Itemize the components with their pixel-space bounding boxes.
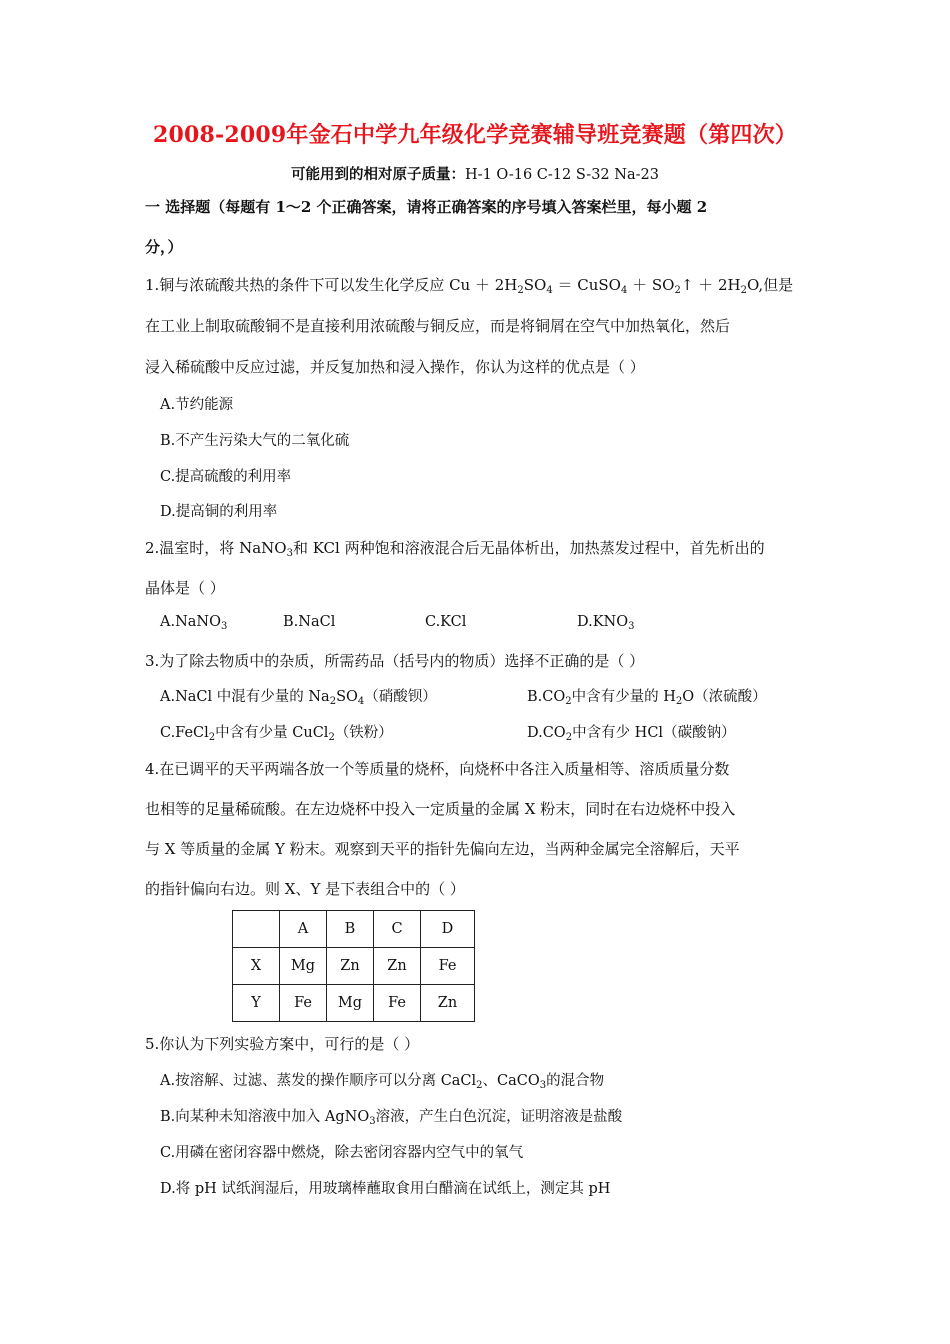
q4-stem-line1: 4.在已调平的天平两端各放一个等质量的烧杯，向烧杯中各注入质量相等、溶质质量分数 — [145, 760, 730, 778]
table-header-row — [233, 911, 475, 948]
q4-stem-line3: 与 X 等质量的金属 Y 粉末。观察到天平的指针先偏向左边，当两种金属完全溶解后，天平 — [145, 840, 740, 858]
q1-stem-line1: 1.铜与浓硫酸共热的条件下可以发生化学反应 $Cu + 2H_2SO_4$ ＝ CuSO$_4$ ＋ $SO_2↑ + 2H_2O$,但是 — [145, 276, 794, 296]
section1-heading-line1: 一 选择题（每题有 1～2 个正确答案，请将正确答案的序号填入答案栏里，每小题 2 — [145, 198, 708, 216]
table-cell: Zn — [374, 948, 421, 985]
atomic-mass-values: H-1 O-16 C-12 S-32 Na-23 — [465, 167, 659, 183]
q3-option-a: A.NaCl 中混有少量的 $Na_2SO_4$（硝酸钡） — [160, 689, 437, 707]
q2-option-a: A.NaNO$_3$ — [160, 614, 228, 632]
page-title: 2008-2009年金石中学九年级化学竞赛辅导班竞赛题（第四次） — [153, 122, 797, 148]
q4-stem-line2: 也相等的足量稀硫酸。在左边烧杯中投入一定质量的金属 X 粉末，同时在右边烧杯中投入 — [145, 800, 736, 818]
table-cell: Mg — [327, 985, 374, 1022]
q1-stem-line3: 浸入稀硫酸中反应过滤，并反复加热和浸入操作，你认为这样的优点是（ ） — [145, 358, 645, 376]
q5-stem: 5.你认为下列实验方案中，可行的是（ ） — [145, 1035, 420, 1053]
table-cell: Zn — [421, 985, 475, 1022]
table-cell: Fe — [421, 948, 475, 985]
q3-option-c: C.FeCl$_2$中含有少量 CuCl$_2$（铁粉） — [160, 725, 393, 743]
table-cell: B — [327, 911, 374, 948]
q1-option-c: C.提高硫酸的利用率 — [160, 469, 292, 485]
atomic-mass-label: 可能用到的相对原子质量： — [291, 166, 466, 183]
atomic-mass-line — [0, 163, 950, 184]
table-cell: Zn — [327, 948, 374, 985]
q2-option-c: C.KCl — [425, 614, 467, 630]
table-cell: X — [233, 948, 280, 985]
q3-option-b: $B.CO_2$中含有少量的 $H_2O$（浓硫酸） — [527, 689, 767, 707]
q2-stem-line1: 2.温室时，将 NaNO$_3$和 KCl 两种饱和溶液混合后无晶体析出，加热蒸发过程中，首先析出的 — [145, 539, 765, 559]
table-cell: D — [421, 911, 475, 948]
table-cell: Fe — [280, 985, 327, 1022]
q5-option-b: B.向某种未知溶液中加入 AgNO$_3$溶液，产生白色沉淀，证明溶液是盐酸 — [160, 1109, 623, 1127]
q5-option-d: D.将 pH 试纸润湿后，用玻璃棒蘸取食用白醋滴在试纸上，测定其 pH — [160, 1181, 611, 1197]
q1-stem-line2: 在工业上制取硫酸铜不是直接利用浓硫酸与铜反应，而是将铜屑在空气中加热氧化，然后 — [145, 317, 731, 335]
q1-option-a: A.节约能源 — [160, 397, 234, 413]
table-row — [233, 985, 475, 1022]
table-cell: Fe — [374, 985, 421, 1022]
q1-option-b: B.不产生污染大气的二氧化硫 — [160, 433, 350, 449]
table-cell — [233, 911, 280, 948]
table-cell: A — [280, 911, 327, 948]
section1-heading-line2: 分，） — [145, 238, 183, 256]
table-cell: Mg — [280, 948, 327, 985]
q3-stem: 3.为了除去物质中的杂质，所需药品（括号内的物质）选择不正确的是（ ） — [145, 652, 645, 670]
q2-option-d: $D.KNO_3$ — [577, 614, 635, 632]
q5-option-c: C.用磷在密闭容器中燃烧，除去密闭容器内空气中的氧气 — [160, 1145, 524, 1161]
table-cell: Y — [233, 985, 280, 1022]
q3-option-d: $D.CO_2$中含有少 HCl（碳酸钠） — [527, 725, 736, 743]
table-row — [233, 948, 475, 985]
q2-stem-line2: 晶体是（ ） — [145, 579, 225, 597]
table-cell: C — [374, 911, 421, 948]
q4-stem-line4: 的指针偏向右边。则 X、Y 是下表组合中的（ ） — [145, 880, 465, 898]
q2-option-b: B.NaCl — [283, 614, 336, 630]
q1-option-d: D.提高铜的利用率 — [160, 504, 278, 520]
q4-combination-table — [232, 910, 475, 1022]
q5-option-a: A.按溶解、过滤、蒸发的操作顺序可以分离 CaCl$_2$、CaCO$_3$的混合物 — [160, 1073, 605, 1091]
